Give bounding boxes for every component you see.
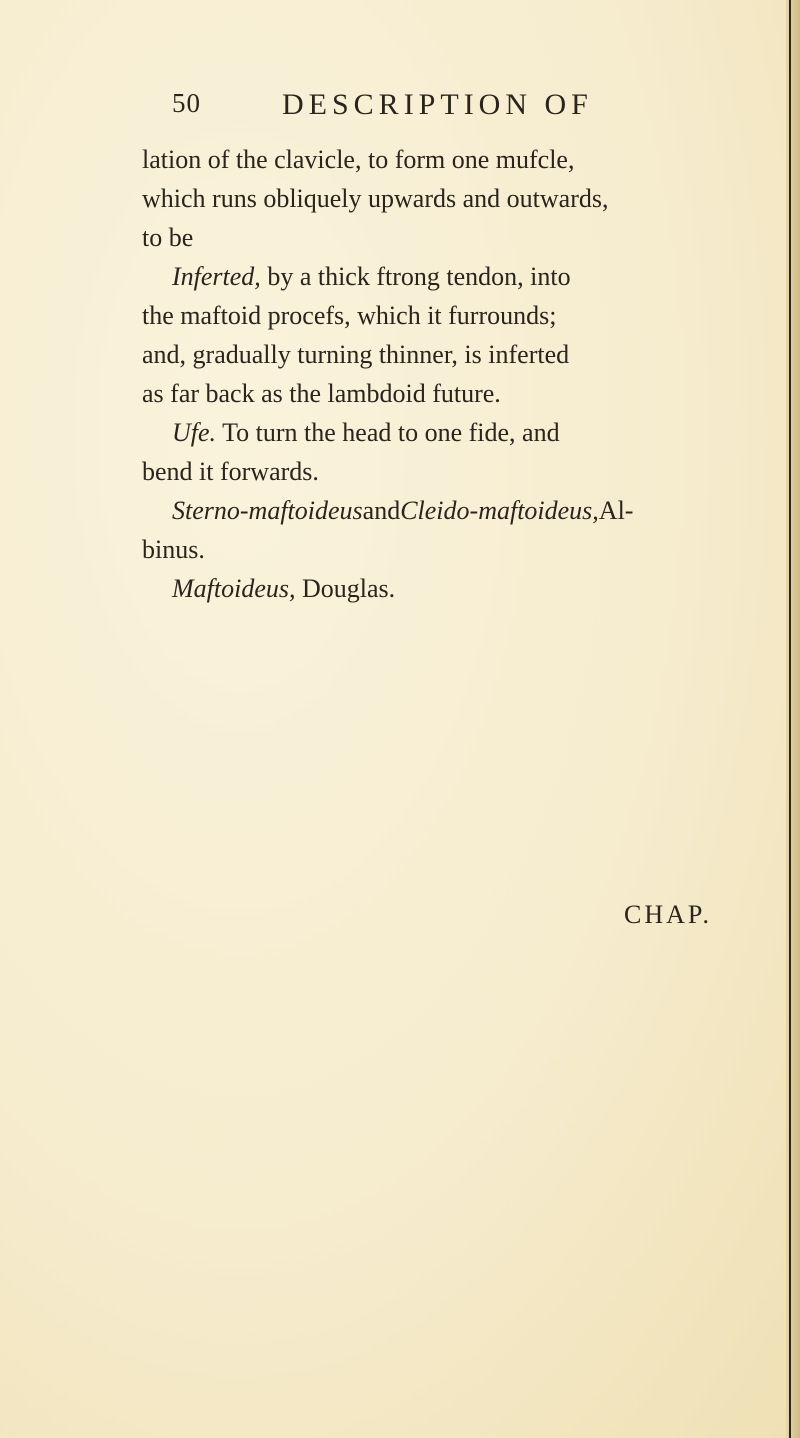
text-line xyxy=(142,218,782,257)
text-segment: by a thick ftrong tendon, into xyxy=(260,262,571,291)
text-line xyxy=(142,374,782,413)
section-heading-inserted: Inferted, xyxy=(172,262,261,291)
text-line xyxy=(142,413,782,452)
catchword: CHAP. xyxy=(624,900,712,929)
text-segment: and, gradually turning thinner, is inferted xyxy=(142,340,570,369)
text-line xyxy=(142,530,782,569)
text-line xyxy=(142,296,782,335)
page-number: 50 xyxy=(172,88,201,118)
synonym-name: Sterno-maftoideus xyxy=(172,496,363,525)
text-line xyxy=(142,452,782,491)
text-line xyxy=(142,257,782,296)
text-line xyxy=(142,491,782,530)
text-segment: as far back as the lambdoid future. xyxy=(142,379,501,408)
synonym-name: Maftoideus, xyxy=(172,574,296,603)
text-segment: To turn the head to one fide, and xyxy=(216,418,560,447)
text-segment: Al- xyxy=(598,496,634,525)
text-line xyxy=(142,335,782,374)
text-segment: and xyxy=(362,496,401,525)
synonym-name: Cleido-maftoideus, xyxy=(400,496,599,525)
running-head: DESCRIPTION OF xyxy=(282,88,593,121)
text-segment: binus. xyxy=(142,535,205,564)
text-segment: which runs obliquely upwards and outwards, xyxy=(142,184,609,213)
text-segment: to be xyxy=(142,223,194,252)
text-line xyxy=(142,179,782,218)
text-line xyxy=(142,140,782,179)
section-heading-use: Ufe. xyxy=(172,418,217,447)
page-header xyxy=(172,88,712,128)
text-segment: lation of the clavicle, to form one mufcle, xyxy=(142,145,575,174)
text-segment: the maftoid procefs, which it furrounds; xyxy=(142,301,557,330)
text-segment: bend it forwards. xyxy=(142,457,319,486)
page-edge-line xyxy=(789,0,791,1438)
body-text xyxy=(142,140,782,608)
text-segment: Douglas. xyxy=(295,574,396,603)
text-line xyxy=(142,569,782,608)
